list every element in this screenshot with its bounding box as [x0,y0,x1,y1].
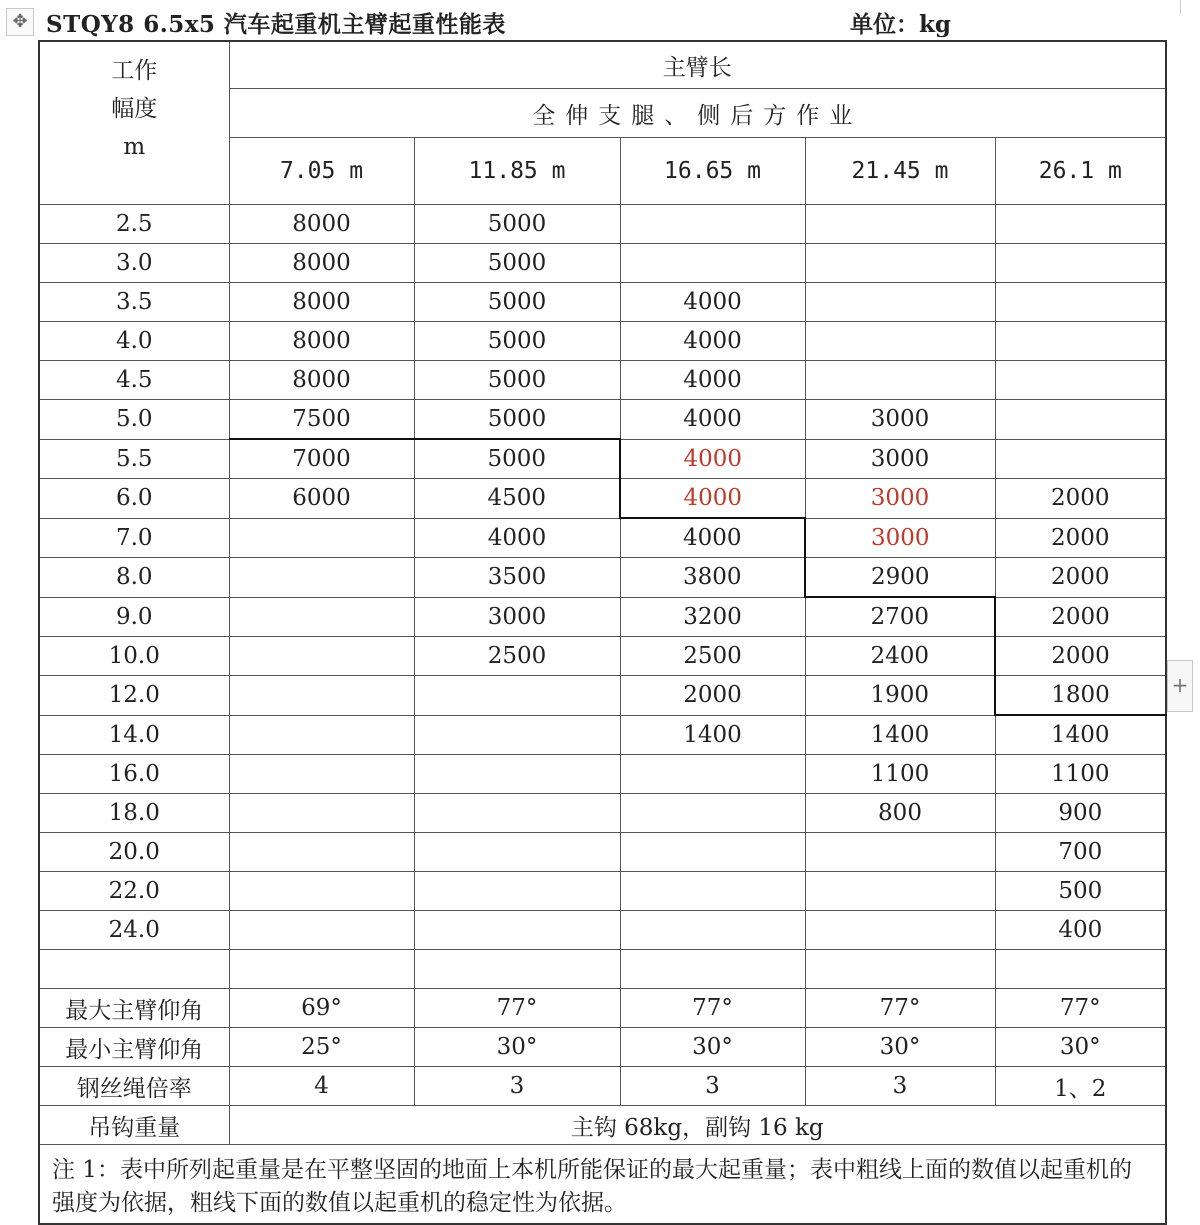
load-cell: 4000 [620,518,805,558]
load-cell [229,755,414,794]
load-cell: 1400 [995,715,1166,755]
load-cell: 2700 [805,597,995,637]
load-cell: 900 [995,794,1166,833]
footer-row-hook-weight [39,1106,1166,1145]
load-cell: 3000 [805,439,995,479]
load-cell [620,950,805,989]
footer-row-max-angle [39,989,1166,1028]
footer-cell: 30° [805,1028,995,1067]
load-cell: 500 [995,872,1166,911]
load-cell [229,715,414,755]
load-cell: 8000 [229,322,414,361]
footer-cell: 3 [805,1067,995,1106]
load-cell: 3200 [620,597,805,637]
load-cell: 5000 [414,283,620,322]
load-cell [805,244,995,283]
table-row [39,872,1166,911]
table-row [39,518,1166,558]
table-row [39,283,1166,322]
load-cell [414,872,620,911]
load-cell: 2000 [995,637,1166,676]
load-cell: 400 [995,911,1166,950]
table-row [39,755,1166,794]
footer-label: 最大主臂仰角 [39,989,229,1028]
table-row [39,479,1166,519]
load-cell: 2900 [805,558,995,598]
load-cell [229,950,414,989]
boom-length-header-3: 21.45 m [805,138,995,205]
footer-row-min-angle [39,1028,1166,1067]
load-cell: 8000 [229,283,414,322]
load-cell [995,322,1166,361]
load-cell [805,950,995,989]
load-cell: 1400 [620,715,805,755]
load-cell [995,439,1166,479]
load-cell: 1400 [805,715,995,755]
load-cell: 5000 [414,400,620,440]
footer-cell: 77° [995,989,1166,1028]
table-row [39,361,1166,400]
load-cell [805,833,995,872]
radius-cell [39,950,229,989]
load-chart-table [38,40,1167,1225]
load-cell [805,361,995,400]
load-cell: 5000 [414,322,620,361]
radius-cell: 18.0 [39,794,229,833]
footer-label: 钢丝绳倍率 [39,1067,229,1106]
table-row [39,558,1166,598]
radius-cell: 22.0 [39,872,229,911]
load-cell: 5000 [414,439,620,479]
radius-cell: 16.0 [39,755,229,794]
load-cell [229,558,414,598]
note-row [39,1145,1166,1225]
load-cell [414,715,620,755]
footer-cell: 25° [229,1028,414,1067]
main-boom-length-header: 主臂长 [229,41,1166,89]
boom-length-header-2: 16.65 m [620,138,805,205]
radius-cell: 9.0 [39,597,229,637]
load-cell [229,637,414,676]
load-cell [805,872,995,911]
footer-cell: 77° [620,989,805,1028]
load-cell [995,400,1166,440]
load-cell: 2000 [995,558,1166,598]
table-row [39,637,1166,676]
footer-label: 最小主臂仰角 [39,1028,229,1067]
load-cell: 800 [805,794,995,833]
radius-cell: 20.0 [39,833,229,872]
load-cell: 1100 [805,755,995,794]
load-cell [229,597,414,637]
add-row-button[interactable]: + [1167,660,1193,712]
boom-length-header-4: 26.1 m [995,138,1166,205]
radius-cell: 8.0 [39,558,229,598]
load-cell [229,833,414,872]
page-edge [1180,0,1181,14]
table-row [39,911,1166,950]
table-row [39,715,1166,755]
table-row [39,833,1166,872]
hook-weight-value: 主钩 68kg，副钩 16 kg [229,1106,1166,1145]
footer-cell: 30° [620,1028,805,1067]
boom-length-header-0: 7.05 m [229,138,414,205]
load-cell [620,833,805,872]
footer-cell: 77° [414,989,620,1028]
load-cell [414,950,620,989]
load-cell [414,794,620,833]
load-cell: 1900 [805,676,995,716]
load-cell [414,755,620,794]
load-cell: 4000 [620,283,805,322]
load-cell: 700 [995,833,1166,872]
load-cell [414,833,620,872]
footer-cell: 1、2 [995,1067,1166,1106]
load-cell: 1100 [995,755,1166,794]
load-cell: 2400 [805,637,995,676]
table-row [39,676,1166,716]
move-handle-icon[interactable]: ✥ [6,8,34,36]
load-cell: 8000 [229,205,414,244]
table-row [39,597,1166,637]
footer-cell: 4 [229,1067,414,1106]
radius-cell: 4.0 [39,322,229,361]
load-cell [620,755,805,794]
document-title: STQY8 6.5x5 汽车起重机主臂起重性能表 [46,11,506,38]
radius-cell: 7.0 [39,518,229,558]
radius-cell: 3.0 [39,244,229,283]
radius-cell: 5.5 [39,439,229,479]
work-radius-header [39,41,229,205]
load-cell: 3000 [414,597,620,637]
boom-length-header-1: 11.85 m [414,138,620,205]
load-cell: 3000 [805,518,995,558]
footer-cell: 3 [620,1067,805,1106]
load-cell [620,872,805,911]
operation-mode-header: 全伸支腿、侧后方作业 [229,89,1166,138]
load-cell: 4000 [620,400,805,440]
load-cell [229,676,414,716]
load-cell [229,518,414,558]
load-cell [229,794,414,833]
load-cell: 2000 [620,676,805,716]
load-cell [414,911,620,950]
radius-cell: 14.0 [39,715,229,755]
table-row [39,205,1166,244]
load-cell: 2000 [995,597,1166,637]
load-cell: 8000 [229,244,414,283]
load-cell [620,244,805,283]
load-cell [805,911,995,950]
load-cell: 1800 [995,676,1166,716]
footer-cell: 30° [995,1028,1166,1067]
unit-label: 单位：kg [850,11,952,38]
load-cell: 3800 [620,558,805,598]
radius-cell: 2.5 [39,205,229,244]
load-cell: 7000 [229,439,414,479]
load-cell: 6000 [229,479,414,519]
load-cell [995,205,1166,244]
load-cell [995,244,1166,283]
load-cell [805,322,995,361]
table-row [39,950,1166,989]
load-cell: 3000 [805,400,995,440]
load-cell: 7500 [229,400,414,440]
load-cell: 2000 [995,518,1166,558]
load-cell: 4000 [620,439,805,479]
radius-cell: 5.0 [39,400,229,440]
footer-cell: 77° [805,989,995,1028]
load-cell [805,205,995,244]
load-cell: 4000 [620,361,805,400]
table-row [39,794,1166,833]
footer-cell: 30° [414,1028,620,1067]
load-cell [805,283,995,322]
load-cell: 8000 [229,361,414,400]
load-cell [229,911,414,950]
footer-cell: 3 [414,1067,620,1106]
load-cell: 2500 [414,637,620,676]
note-text: 注 1：表中所列起重量是在平整坚固的地面上本机所能保证的最大起重量；表中粗线上面的数值以起重机的强度为依据，粗线下面的数值以起重机的稳定性为依据。 [39,1145,1166,1225]
table-row [39,322,1166,361]
footer-cell: 69° [229,989,414,1028]
load-cell: 3500 [414,558,620,598]
radius-cell: 3.5 [39,283,229,322]
table-row [39,400,1166,440]
radius-cell: 10.0 [39,637,229,676]
load-cell: 2500 [620,637,805,676]
load-cell: 4000 [620,322,805,361]
footer-row-rope-ratio [39,1067,1166,1106]
load-cell [620,794,805,833]
load-cell: 5000 [414,361,620,400]
work-radius-line: 工作 幅度 m [111,58,158,160]
load-cell: 4500 [414,479,620,519]
load-cell [995,283,1166,322]
load-cell: 3000 [805,479,995,519]
load-cell: 4000 [620,479,805,519]
radius-cell: 12.0 [39,676,229,716]
load-cell: 5000 [414,205,620,244]
load-cell: 2000 [995,479,1166,519]
load-cell [620,911,805,950]
load-cell: 4000 [414,518,620,558]
hook-weight-label: 吊钩重量 [39,1106,229,1145]
radius-cell: 6.0 [39,479,229,519]
load-cell [414,676,620,716]
load-cell [620,205,805,244]
load-cell [995,361,1166,400]
load-cell [229,872,414,911]
load-cell: 5000 [414,244,620,283]
load-cell [995,950,1166,989]
table-row [39,244,1166,283]
radius-cell: 4.5 [39,361,229,400]
table-row [39,439,1166,479]
radius-cell: 24.0 [39,911,229,950]
